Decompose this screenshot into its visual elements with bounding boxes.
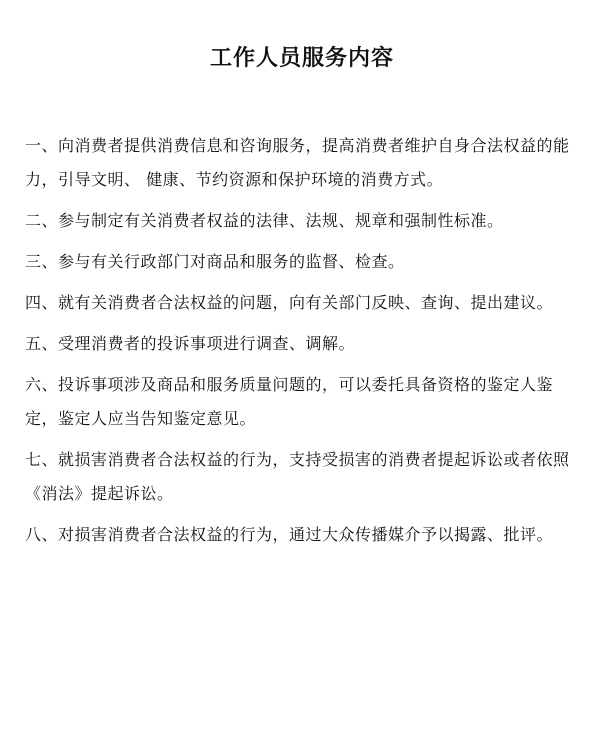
service-item-6: 六、投诉事项涉及商品和服务质量问题的，可以委托具备资格的鉴定人鉴定，鉴定人应当告知鉴定意见。	[25, 375, 554, 428]
service-item-4: 四、就有关消费者合法权益的问题，向有关部门反映、查询、提出建议。	[25, 293, 554, 312]
page-title: 工作人员服务内容	[209, 46, 394, 71]
service-item-7: 七、就损害消费者合法权益的行为，支持受损害的消费者提起诉讼或者依照《消法》提起诉讼。	[25, 450, 570, 503]
service-item-3: 三、参与有关行政部门对商品和服务的监督、检查。	[25, 252, 405, 271]
service-item-5: 五、受理消费者的投诉事项进行调查、调解。	[25, 334, 356, 353]
service-item-1: 一、向消费者提供消费信息和咨询服务，提高消费者维护自身合法权益的能力，引导文明、 健康、节约资源和保护环境的消费方式。	[25, 136, 570, 189]
service-item-8: 八、对损害消费者合法权益的行为，通过大众传播媒介予以揭露、批评。	[25, 525, 554, 544]
service-list	[25, 129, 585, 559]
service-item-2: 二、参与制定有关消费者权益的法律、法规、规章和强制性标准。	[25, 211, 504, 230]
